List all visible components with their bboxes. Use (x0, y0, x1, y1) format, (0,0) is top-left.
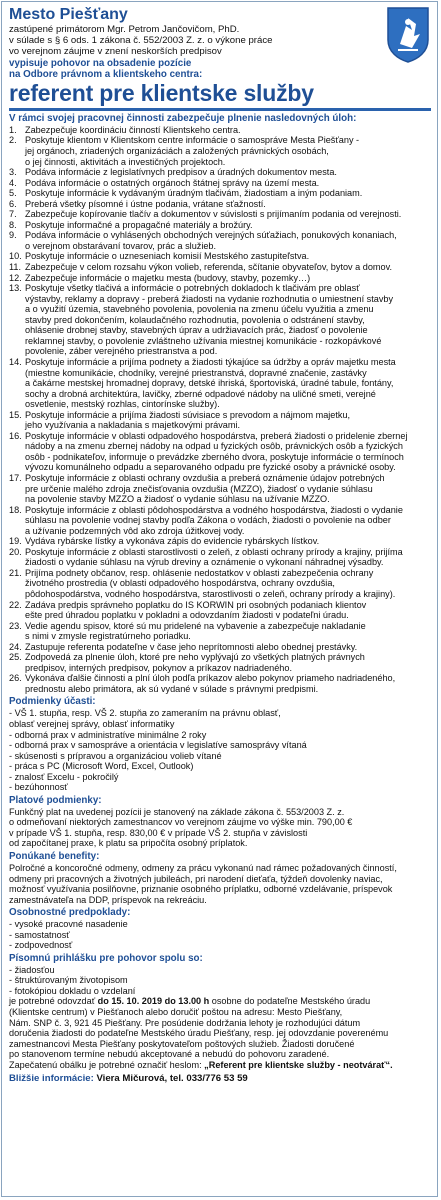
duty-item (9, 251, 433, 262)
application-line: (Klientske centrum) v Piešťanoch alebo doručiť poštou na adresu: Mesto Piešťany, (9, 1007, 343, 1018)
duty-item (9, 621, 433, 642)
duty-item (9, 178, 433, 189)
duty-number: 21. (9, 567, 22, 578)
condition-item: - skúsenosti s prípravou a organizáciou volieb vítané (9, 750, 222, 761)
duty-item (9, 199, 433, 210)
duty-text: prednostu alebo primátora, ak sú vydané v súlade s právnymi predpismi. (25, 683, 319, 694)
duty-text: Poskytuje informácie o uzneseniach komisií Mestského zastupiteľstva. (25, 251, 310, 262)
duty-text: Preberá všetky písomné i ústne podania, vrátane sťažností. (25, 198, 266, 209)
duty-item (9, 431, 433, 473)
duty-number: 2. (9, 135, 17, 146)
duty-item (9, 642, 433, 653)
duty-item (9, 410, 433, 431)
duty-number: 24. (9, 641, 22, 652)
duty-text: vývozu komunálneho odpadu a separovaného odpadu pre fyzické osoby a právnické osoby. (25, 462, 396, 473)
job-advert (1, 1, 438, 1197)
duty-text: Zabezpečuje informácie o majetku mesta (budovy, stavby, pozemky…) (25, 272, 311, 283)
condition-item: - práca s PC (Microsoft Word, Excel, Outlook) (9, 761, 194, 772)
benefit-line: možnosť využívania posilňovne, priznanie osobného príplatku, odborné vzdelávanie, príspevok (9, 884, 393, 895)
application-line: doručenia žiadosti do podateľne Mestského úradu Piešťany, resp. jej odovzdanie poverenému (9, 1028, 389, 1039)
duty-item (9, 167, 433, 178)
duty-text: (miestne komunikácie, chodníky, verejné priestranstvá, dopravné značenie, zastávky (25, 367, 367, 378)
duty-text: Zabezpečuje koordináciu činností Klientskeho centra. (25, 124, 241, 135)
duty-number: 8. (9, 219, 17, 230)
duty-item (9, 357, 433, 410)
condition-item: - odborná prax v samospráve a orientácia v legislatíve samosprávy vítaná (9, 740, 307, 751)
header-line: v súlade s § 6 ods. 1 zákona č. 552/2003 Z. z. o výkone práce (9, 35, 273, 47)
duty-item (9, 283, 433, 357)
duty-text: povolenie, záber verejného priestranstva a pod. (25, 346, 218, 357)
duties-list (9, 125, 433, 695)
document-item: - fotokópiou dokladu o vzdelaní (9, 985, 136, 996)
duty-text: predpisov, interných predpisov, pokynov a príkazov nadriadeného. (25, 662, 292, 673)
duty-text: a užívanie podzemných vôd ako zdroja úžitkovej vody. (25, 525, 245, 536)
duty-text: Vedie agendu spisov, ktoré sú mu pridelené na vybavenie a zabezpečuje nakladanie (25, 620, 366, 631)
salary-line: v prípade VŠ 1. stupňa, resp. 830,00 € v prípade VŠ 2. stupňa v závislosti (9, 827, 308, 838)
document-item: - štruktúrovaným životopisom (9, 975, 128, 986)
duty-text: reklamnej stavby, o povolenie zvláštneho užívania miestnej komunikácie - rozkopávkové (25, 335, 382, 346)
header-line: zastúpené primátorom Mgr. Petrom Jančovičom, PhD. (9, 24, 240, 35)
duty-item (9, 505, 433, 537)
benefit-line: Polročné a koncoročné odmeny, odmeny za prácu vykonanú nad rámec požadovaných činností, (9, 863, 397, 874)
duty-number: 25. (9, 652, 22, 663)
benefits-heading: Ponúkané benefity: (9, 851, 100, 863)
duty-number: 10. (9, 251, 22, 262)
application-details (9, 1007, 433, 1060)
application-line: Nám. SNP č. 3, 921 45 Piešťany. Pre posúdenie dodržania lehoty je rozhodujúci dátum (9, 1017, 361, 1028)
duty-text: osvetlenie, mestský rozhlas, cintorínske služby). (25, 399, 220, 410)
duty-item (9, 273, 433, 284)
duty-number: 18. (9, 504, 22, 515)
duty-text: s nimi v zmysle registratúrneho poriadku. (25, 631, 191, 642)
duty-text: Prijíma podnety občanov, resp. ohlásenie nedostatkov v oblasti zabezpečenia ochrany (25, 567, 374, 578)
condition-item: - bezúhonnosť (9, 782, 68, 793)
duty-text: pôdohospodárstva, vodného hospodárstva, starostlivosti o zeleň, ochrany prírody a krajiny). (25, 588, 396, 599)
salary-heading: Platové podmienky: (9, 794, 102, 806)
duty-number: 4. (9, 177, 17, 188)
header-line: vo verejnom záujme v znení neskorších predpisov (9, 46, 222, 58)
duty-text: súhlasu na povolenie vodnej stavby podľa Zákona o vodách, žiadosti o povolenie na odber (25, 515, 391, 526)
prerequisites-list (9, 919, 433, 951)
duty-item (9, 536, 433, 547)
duty-text: ešte pred úhradou poplatku v pokladni a odovzdaním žiadosti v podateľni úradu. (25, 610, 349, 621)
duty-item (9, 220, 433, 231)
duty-number: 20. (9, 546, 22, 557)
condition-item: oblasť verejnej správy, oblasť informatiky (9, 719, 175, 729)
application-documents (9, 965, 433, 997)
duty-number: 12. (9, 272, 22, 283)
duties-lead: V rámci svojej pracovnej činnosti zabezpečuje plnenie nasledovných úloh: (9, 113, 357, 125)
duty-text: Zabezpečuje v celom rozsahu výkon volieb, referenda, sčítanie obyvateľov, bytov a domov. (25, 262, 393, 273)
duty-item (9, 262, 433, 273)
header-announcement (9, 58, 433, 81)
duty-number: 13. (9, 283, 22, 294)
duty-number: 9. (9, 230, 17, 241)
prerequisites-heading: Osobnostné predpoklady: (9, 907, 131, 919)
duty-text: Poskytuje informácie z oblasti starostlivosti o zeleň, z oblasti ochrany prírody a krajiny, prijíma (25, 546, 403, 557)
duty-item (9, 230, 433, 251)
duty-text: výstavby, reklamy a dopravy - preberá žiadosti na vydanie rozhodnutia o umiestnení stavby (25, 293, 394, 304)
duty-text: Podáva informácie o ostatných orgánoch štátnej správy na území mesta. (25, 177, 320, 188)
duty-text: pre určenie malého zdroja znečisťovania ovzdušia (MZZO), žiadosť o vydanie súhlasu (25, 483, 373, 494)
duty-number: 23. (9, 620, 22, 631)
title-divider (9, 108, 431, 111)
duty-text: o verejnom obstarávaní tovarov, prác a služieb. (25, 240, 217, 251)
duty-text: a čakárne mestskej hromadnej dopravy, detské ihriská, športoviská, úradné tabule, fontány, (25, 378, 394, 389)
duty-number: 19. (9, 536, 22, 547)
duty-text: stavby pred dokončením, kolaudačného rozhodnutia, povolenia o odstránení stavby, (25, 314, 365, 325)
duty-item (9, 600, 433, 621)
city-name: Mesto Piešťany (9, 6, 128, 23)
benefits-text (9, 863, 433, 905)
salary-line: od započítanej praxe, k platu sa pripočíta osobný príplatok. (9, 838, 248, 849)
duty-number: 15. (9, 409, 22, 420)
duty-text: Zadáva predpis správneho poplatku do IS KORWIN pri osobných podaniach klientov (25, 599, 367, 610)
duty-number: 22. (9, 599, 22, 610)
condition-item: - znalosť Excelu - pokročilý (9, 771, 119, 782)
duty-text: sochy a drobná architektúra, lavičky, zberné odpadové nádoby na uličné smeti, verejné (25, 388, 376, 399)
duty-item (9, 135, 433, 167)
condition-item: - odborná prax v administratíve minimálne 2 roky (9, 729, 207, 740)
position-title: referent pre klientske služby (9, 80, 314, 107)
salary-line: o odmeňovaní niektorých zamestnancov vo verejnom záujme vo výške min. 790,00 € (9, 817, 353, 828)
contact-info: Bližšie informácie: Viera Mičurová, tel. 033/776 53 59 (9, 1073, 248, 1085)
duty-number: 17. (9, 472, 22, 483)
announcement-line: na Odbore právnom a klientskeho centra: (9, 69, 203, 81)
duty-text: životného prostredia (v oblasti odpadového hospodárstva, ochrany ovzdušia, (25, 578, 335, 589)
duty-text: Poskytuje všetky tlačivá a informácie o potrebných dokladoch k tlačivám pre oblasť (25, 283, 360, 294)
duty-item (9, 673, 433, 694)
duty-number: 11. (9, 262, 22, 273)
conditions-heading: Podmienky účasti: (9, 696, 96, 708)
duty-item (9, 652, 433, 673)
duty-text: osôb - podnikateľov, informuje o prevádzke zberného dvora, poskytuje informácie o termínoch (25, 451, 404, 462)
duty-item (9, 209, 433, 220)
duty-text: Poskytuje informácie v oblasti odpadového hospodárstva, preberá žiadosti o pridelenie zbernej (25, 430, 408, 441)
duty-text: o jej činnosti, aktivitách a investičných projektoch. (25, 156, 226, 167)
duty-number: 7. (9, 209, 17, 220)
duty-item (9, 125, 433, 136)
duty-text: jej orgánoch, zriadených organizáciách a založených právnických osobách, (25, 146, 329, 157)
duty-text: Poskytuje informačné a propagačné materiály a brožúry. (25, 219, 253, 230)
duty-text: Vykonáva ďalšie činnosti a plní úloh podľa príkazov alebo pokynov priameho nadriadeného, (25, 673, 396, 684)
prerequisite-item: - vysoké pracovné nasadenie (9, 919, 128, 930)
duty-number: 6. (9, 198, 17, 209)
duty-number: 3. (9, 167, 17, 178)
benefit-line: odmeny pri pracovných a životných jubileách, pri narodení dieťaťa, týždeň dovolenky naviac, (9, 873, 383, 884)
duty-text: Zodpovedá za plnenie úloh, ktoré pre neho vyplývajú zo všetkých platných právnych (25, 652, 365, 663)
duty-number: 5. (9, 188, 17, 199)
duty-text: Podáva informácie o vyhlásených obchodných verejných súťažiach, ponukových konaniach, (25, 230, 397, 241)
duty-text: Zabezpečuje kopírovanie tlačív a dokumentov v súvislosti s prijímaním podania od verejnosti. (25, 209, 402, 220)
duty-text: jeho využívania a nakladania s majetkovými právami. (25, 420, 241, 431)
announcement-line: vypisuje pohovor na obsadenie pozície (9, 57, 192, 69)
conditions-list (9, 708, 433, 792)
duty-text: Poskytuje informácie z oblasti ochrany ovzdušia a preberá oznámenie údajov potrebných (25, 472, 385, 483)
duty-text: Podáva informácie z legislatívnych predpisov a úradných dokumentov mesta. (25, 167, 337, 178)
duty-item (9, 547, 433, 568)
prerequisite-item: - samostatnosť (9, 929, 70, 940)
duty-text: a o využití územia, stavebného povolenia, povolenia na zmenu účelu využitia a zmenu (25, 304, 374, 315)
duty-number: 14. (9, 356, 22, 367)
condition-item: - VŠ 1. stupňa, resp. VŠ 2. stupňa zo zameraním na právnu oblasť, (9, 708, 281, 719)
duty-item (9, 473, 433, 505)
application-deadline: je potrebné odovzdať do 15. 10. 2019 do 13.00 h osobne do podateľne Mestského úradu (9, 996, 371, 1007)
duty-text: Poskytuje klientom v Klientskom centre informácie o samospráve Mesta Piešťany - (25, 135, 360, 146)
duty-item (9, 568, 433, 600)
application-heading: Písomnú prihlášku pre pohovor spolu so: (9, 952, 203, 964)
duty-number: 26. (9, 673, 22, 684)
benefit-line: zamestnávateľa na DDP, príspevok na rekreáciu. (9, 894, 207, 905)
duty-text: ohlásenie drobnej stavby, stavebných úprav a udržiavacích prác, žiadosť o povolenie (25, 325, 368, 336)
duty-text: Zastupuje referenta podateľne v čase jeho neprítomnosti alebo obednej prestávky. (25, 641, 358, 652)
header-lines (9, 24, 433, 58)
envelope-note: Zapečatenú obálku je potrebné označiť heslom: „Referent pre klientske služby - neotvárať“. (9, 1059, 393, 1070)
salary-text (9, 807, 433, 849)
duty-number: 1. (9, 124, 17, 135)
application-line: po stanovenom termíne nebudú akceptované a nebudú do pohovoru zaradené. (9, 1049, 330, 1060)
duty-text: Poskytuje informácie z oblasti pôdohospodárstva a vodného hospodárstva, žiadosti o vydanie (25, 504, 403, 515)
duty-text: Vydáva rybárske lístky a vykonáva zápis do evidencie rybárskych lístkov. (25, 536, 320, 547)
duty-item (9, 188, 433, 199)
duty-text: Poskytuje informácie a prijíma podnety a žiadosti týkajúce sa údržby a opráv majetku mesta (25, 356, 396, 367)
duty-text: žiadosti o vydanie súhlasu na výrub dreviny a oznámenie o vykonaní náhradnej výsadby. (25, 557, 384, 568)
application-line: zamestnancovi Mesta Piešťany poskytovateľom poštových služieb. Žiadosti doručené (9, 1038, 355, 1049)
duty-number: 16. (9, 430, 22, 441)
document-item: - žiadosťou (9, 964, 55, 975)
prerequisite-item: - zodpovednosť (9, 940, 73, 951)
salary-line: Funkčný plat na uvedenej pozícii je stanovený na základe zákona č. 553/2003 Z. z. (9, 806, 345, 817)
duty-text: Poskytuje informácie k vydávaným úradným tlačivám, žiadostiam a iným podaniam. (25, 188, 363, 199)
duty-text: na povolenie stavby MZZO a žiadosť o vydanie súhlasu na užívanie MZZO. (25, 494, 330, 505)
duty-text: Poskytuje informácie a prijíma žiadosti súvisiace s prevodom a nájmom majetku, (25, 409, 351, 420)
duty-text: nádoby a na zmenu zbernej nádoby na odpad u fyzických osôb, právnických osôb a fyzických (25, 441, 403, 452)
